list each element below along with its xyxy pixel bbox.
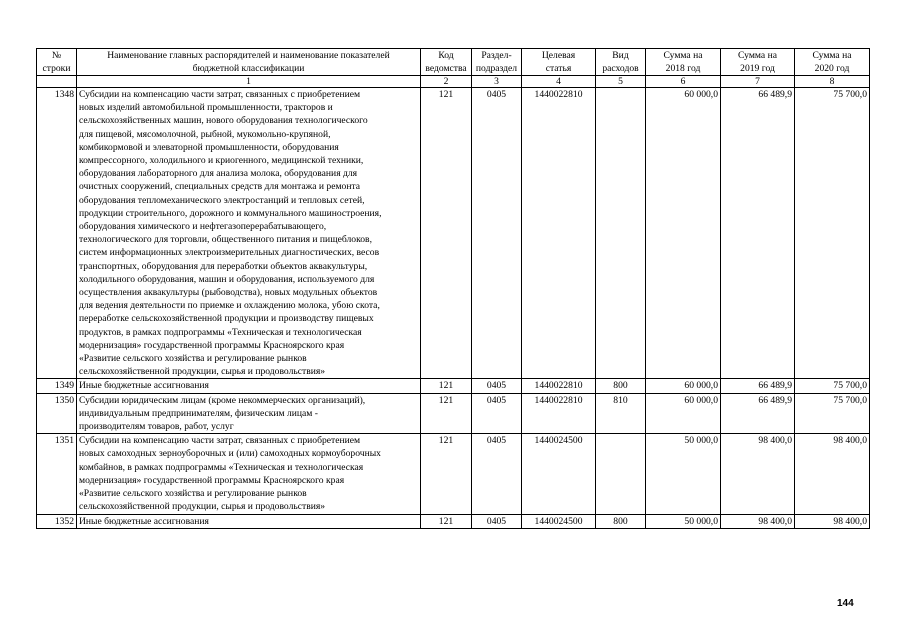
row-sum2020: 98 400,0: [795, 514, 870, 528]
page-number: 144: [837, 598, 854, 609]
row-target: 1440022810: [522, 379, 596, 393]
header-section: Раздел- подраздел: [472, 49, 522, 76]
table-row: [37, 514, 870, 528]
row-sum2019: 66 489,9: [721, 393, 795, 434]
header-target: Целевая статья: [522, 49, 596, 76]
row-sum2019: 66 489,9: [721, 88, 795, 379]
row-target: 1440022810: [522, 88, 596, 379]
row-section: 0405: [472, 434, 522, 514]
row-number: 1348: [37, 88, 77, 379]
column-number: 1: [77, 76, 421, 88]
column-number: 3: [472, 76, 522, 88]
table-row: [37, 379, 870, 393]
table-row: [37, 434, 870, 514]
header-row-no: № строки: [37, 49, 77, 76]
table-row: [37, 393, 870, 434]
row-kind: 810: [596, 393, 646, 434]
row-kind: 800: [596, 379, 646, 393]
row-name: Субсидии юридическим лицам (кроме некоммерческих организаций), индивидуальным предпринимателям, физическим лицам - производителям товаров, работ, услуг: [77, 393, 421, 434]
row-sum2018: 50 000,0: [646, 514, 721, 528]
row-dept: 121: [421, 393, 472, 434]
row-dept: 121: [421, 514, 472, 528]
table-row: [37, 88, 870, 379]
row-sum2018: 60 000,0: [646, 379, 721, 393]
header-sum2020: Сумма на 2020 год: [795, 49, 870, 76]
column-number-row: [37, 76, 870, 88]
column-number: 5: [596, 76, 646, 88]
row-dept: 121: [421, 379, 472, 393]
row-sum2020: 98 400,0: [795, 434, 870, 514]
column-number: 2: [421, 76, 472, 88]
row-sum2020: 75 700,0: [795, 379, 870, 393]
row-name: Субсидии на компенсацию части затрат, связанных с приобретением новых изделий автомобильной промышленности, тракторов и сельскохозяйственных машин, нового оборудования технологического для пищевой, мясомолочной, рыбной, мукомольно-крупяной, комбикормовой и элеваторной промышленности, оборудования компрессорного, холодильного и криогенного, медицинской техники, оборудования лабораторного для анализа молока, оборудования для очистных сооружений, специальных средств для монтажа и ремонта оборудования тепломеханического электростанций и тепловых сетей, продукции строительного, дорожного и коммунального машиностроения, оборудования химического и нефтегазоперерабатывающего, технологического для торговли, общественного питания и пищеблоков, систем информационных электроизмерительных диагностических, весов транспортных, оборудования для переработки объектов аквакультуры, холодильного оборудования, машин и оборудования, используемого для осуществления аквакультуры (рыбоводства), новых модульных объектов для ведения деятельности по приемке и охлаждению молока, убою скота, переработке сельскохозяйственной продукции и производству пищевых продуктов, в рамках подпрограммы «Техническая и технологическая модернизация» государственной программы Красноярского края «Развитие сельского хозяйства и регулирование рынков сельскохозяйственной продукции, сырья и продовольствия»: [77, 88, 421, 379]
row-kind: [596, 88, 646, 379]
row-sum2019: 66 489,9: [721, 379, 795, 393]
header-name: Наименование главных распорядителей и наименование показателей бюджетной классификации: [77, 49, 421, 76]
row-dept: 121: [421, 434, 472, 514]
row-name: Иные бюджетные ассигнования: [77, 514, 421, 528]
row-section: 0405: [472, 379, 522, 393]
row-kind: [596, 434, 646, 514]
row-dept: 121: [421, 88, 472, 379]
row-target: 1440022810: [522, 393, 596, 434]
header-row: [37, 49, 870, 76]
row-number: 1349: [37, 379, 77, 393]
header-dept: Код ведомства: [421, 49, 472, 76]
row-target: 1440024500: [522, 514, 596, 528]
budget-table: [36, 48, 870, 529]
column-number: [37, 76, 77, 88]
row-sum2018: 60 000,0: [646, 393, 721, 434]
row-section: 0405: [472, 88, 522, 379]
column-number: 8: [795, 76, 870, 88]
row-kind: 800: [596, 514, 646, 528]
row-section: 0405: [472, 514, 522, 528]
row-number: 1350: [37, 393, 77, 434]
row-number: 1351: [37, 434, 77, 514]
row-target: 1440024500: [522, 434, 596, 514]
column-number: 6: [646, 76, 721, 88]
row-name: Иные бюджетные ассигнования: [77, 379, 421, 393]
row-sum2020: 75 700,0: [795, 393, 870, 434]
header-kind: Вид расходов: [596, 49, 646, 76]
header-sum2018: Сумма на 2018 год: [646, 49, 721, 76]
row-sum2019: 98 400,0: [721, 434, 795, 514]
row-number: 1352: [37, 514, 77, 528]
row-sum2019: 98 400,0: [721, 514, 795, 528]
row-name: Субсидии на компенсацию части затрат, связанных с приобретением новых самоходных зерноуборочных и (или) самоходных кормоуборочных комбайнов, в рамках подпрограммы «Техническая и технологическая модернизация» государственной программы Красноярского края «Развитие сельского хозяйства и регулирование рынков сельскохозяйственной продукции, сырья и продовольствия»: [77, 434, 421, 514]
row-sum2018: 60 000,0: [646, 88, 721, 379]
row-sum2020: 75 700,0: [795, 88, 870, 379]
column-number: 4: [522, 76, 596, 88]
row-sum2018: 50 000,0: [646, 434, 721, 514]
column-number: 7: [721, 76, 795, 88]
header-sum2019: Сумма на 2019 год: [721, 49, 795, 76]
row-section: 0405: [472, 393, 522, 434]
